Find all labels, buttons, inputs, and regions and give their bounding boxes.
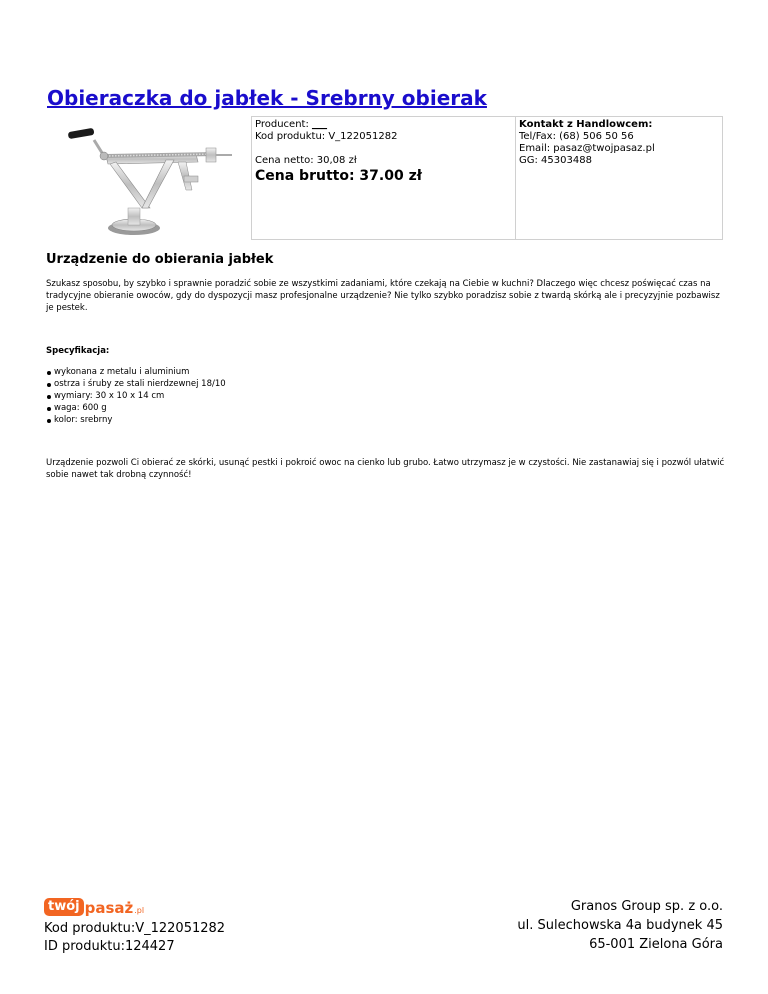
description-closing: Urządzenie pozwoli Ci obierać ze skórki, usunąć pestki i pokroić owoc na cienko lub grubo. Łatwo utrzymasz je w czystości. Nie zastanawiaj się i pozwól ułatwić sobie nawet tak drobną czynność!	[46, 458, 725, 480]
spec-item: wykonana z metalu i aluminium	[54, 366, 226, 378]
contact-email: Email: pasaz@twojpasaz.pl	[519, 143, 655, 154]
price-netto: Cena netto: 30,08 zł	[255, 155, 357, 166]
footer-street: ul. Sulechowska 4a budynek 45	[517, 918, 723, 933]
producer-link[interactable]: ___	[312, 119, 328, 130]
product-image	[46, 116, 246, 238]
logo-text: pasaż	[84, 899, 134, 917]
contact-box	[515, 116, 723, 240]
spec-item: kolor: srebrny	[54, 414, 226, 426]
spec-list	[46, 366, 226, 426]
description-intro: Szukasz sposobu, by szybko i sprawnie poradzić sobie ze wszystkimi zadaniami, które czekają na Ciebie w kuchni? Dlaczego więc chcesz poświęcać czas na tradycyjne obieranie owoców, gdy do dyspozycji masz profesjonalne urządzenie? Nie tylko szybko poradzisz sobie z twardą skórką ale i precyzyjnie pozbawisz je pestek.	[46, 279, 720, 313]
footer-city: 65-001 Zielona Góra	[589, 937, 723, 952]
contact-phone: Tel/Fax: (68) 506 50 56	[519, 131, 634, 142]
logo-badge: twój	[44, 898, 84, 916]
contact-gg: GG: 45303488	[519, 155, 592, 166]
footer-product-id: ID produktu:124427	[44, 939, 175, 954]
price-brutto: Cena brutto: 37.00 zł	[255, 168, 422, 184]
footer-product-code: Kod produktu:V_122051282	[44, 921, 226, 936]
producer-label: Producent:	[255, 119, 309, 130]
spec-item: ostrza i śruby ze stali nierdzewnej 18/10	[54, 379, 226, 389]
product-title-link[interactable]: Obieraczka do jabłek - Srebrny obierak	[47, 86, 487, 110]
logo-domain: .pl	[134, 906, 145, 915]
product-code: Kod produktu: V_122051282	[255, 131, 398, 142]
apple-peeler-illustration	[46, 116, 246, 238]
spec-item: waga: 600 g	[54, 402, 226, 414]
product-info-box	[251, 116, 516, 240]
footer-company: Granos Group sp. z o.o.	[570, 899, 723, 914]
footer-product-ids	[44, 920, 225, 956]
spec-item: wymiary: 30 x 10 x 14 cm	[54, 390, 226, 402]
producer-line	[255, 119, 512, 131]
contact-heading: Kontakt z Handlowcem:	[519, 119, 653, 130]
spec-heading: Specyfikacja:	[46, 346, 110, 356]
footer-company-address	[517, 897, 723, 954]
twojpasaz-logo	[44, 898, 144, 916]
description-heading: Urządzenie do obierania jabłek	[46, 252, 274, 267]
